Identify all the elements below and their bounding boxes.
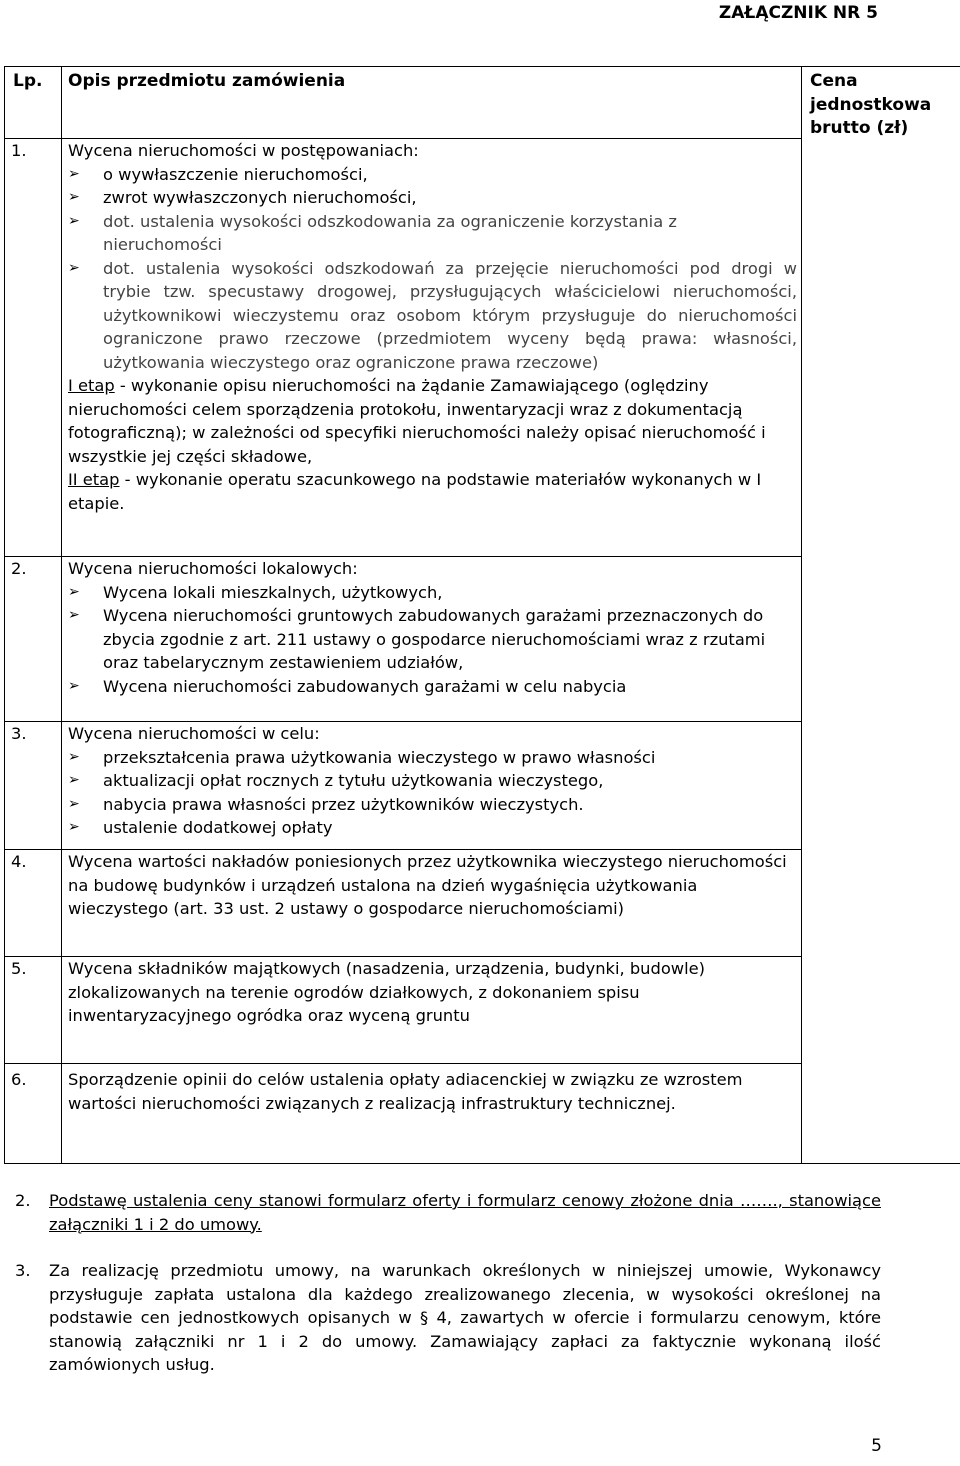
list-item: ➢ przekształcenia prawa użytkowania wieczystego w prawo własności xyxy=(68,746,797,770)
note-price-basis: 2. Podstawę ustalenia ceny stanowi formularz oferty i formularz cenowy złożone dnia ……., stanowiące załączniki 1 i 2 do umowy. xyxy=(15,1191,881,1234)
row-description xyxy=(62,139,802,557)
row-number: 1. xyxy=(5,139,62,557)
list-item: ➢ o wywłaszczenie nieruchomości, xyxy=(68,163,797,187)
order-description-table xyxy=(4,66,960,1164)
arrow-bullet-icon: ➢ xyxy=(68,165,80,182)
list-item: ➢ ustalenie dodatkowej opłaty xyxy=(68,816,797,840)
arrow-bullet-icon: ➢ xyxy=(68,677,80,694)
annex-title: ZAŁĄCZNIK NR 5 xyxy=(718,3,878,23)
arrow-bullet-icon: ➢ xyxy=(68,189,80,205)
list-item: ➢ dot. ustalenia wysokości odszkodowania za ograniczenie korzystania z nieruchomości xyxy=(68,210,797,257)
table-header-row xyxy=(5,67,960,139)
page-number: 5 xyxy=(871,1436,882,1456)
row-description: Sporządzenie opinii do celów ustalenia opłaty adiacenckiej w związku ze wzrostem wartości nieruchomości związanych z realizacją infrastruktury technicznej. xyxy=(62,1064,802,1164)
arrow-bullet-icon: ➢ xyxy=(68,772,80,788)
list-item: ➢ Wycena nieruchomości zabudowanych garażami w celu nabycia xyxy=(68,675,797,699)
header-description: Opis przedmiotu zamówienia xyxy=(62,67,802,139)
row-description: Wycena wartości nakładów poniesionych przez użytkownika wieczystego nieruchomości na budowę budynków i urządzeń ustalona na dzień wygaśnięcia użytkowania wieczystego (art. 33 ust. 2 ustawy o gospodarce nieruchomościami) xyxy=(62,850,802,957)
stage-2: II etap - wykonanie operatu szacunkowego na podstawie materiałów wykonanych w I etapie. xyxy=(68,470,762,513)
arrow-bullet-icon: ➢ xyxy=(68,583,80,600)
arrow-bullet-icon: ➢ xyxy=(68,607,80,623)
row-number: 6. xyxy=(5,1064,62,1164)
row-number: 3. xyxy=(5,722,62,850)
arrow-bullet-icon: ➢ xyxy=(68,748,80,765)
list-item: ➢ Wycena nieruchomości gruntowych zabudowanych garażami przeznaczonych do zbycia zgodnie z art. 211 ustawy o gospodarce nieruchomościami wraz z rzutami oraz tabelarycznym zestawieniem udziałów, xyxy=(68,604,797,675)
arrow-bullet-icon: ➢ xyxy=(68,819,80,835)
arrow-bullet-icon: ➢ xyxy=(68,212,80,229)
note-payment: 3. Za realizację przedmiotu umowy, na warunkach określonych w niniejszej umowie, Wykonawcy przysługuje zapłata ustalona dla każdego zrealizowanego zlecenia, w wysokości określonej na podstawie cen jednostkowych opisanych w § 4, zawartych w ofercie i formularzu cenowym, które stanowią załączniki nr 1 i 2 do umowy. Zamawiający zapłaci za faktycznie wykonaną ilość zamówionych usług. xyxy=(15,1261,881,1374)
row-intro: Wycena nieruchomości lokalowych: xyxy=(68,559,358,578)
list-item: ➢ aktualizacji opłat rocznych z tytułu użytkowania wieczystego, xyxy=(68,769,797,793)
row-description: Wycena składników majątkowych (nasadzenia, urządzenia, budynki, budowle) zlokalizowanych na terenie ogrodów działkowych, z dokonaniem spisu inwentaryzacyjnego ogródka oraz wyceną gruntu xyxy=(62,957,802,1064)
list-item: ➢ Wycena lokali mieszkalnych, użytkowych, xyxy=(68,581,797,605)
row-number: 5. xyxy=(5,957,62,1064)
list-item: ➢ dot. ustalenia wysokości odszkodowań za przejęcie nieruchomości pod drogi w trybie tzw. specustawy drogowej, przysługujących właścicielowi nieruchomości, użytkownikowi wieczystemu oraz osobom którym przysługuje do nieruchomości ograniczone prawo rzeczowe (przedmiotem wyceny będą prawa: własności, użytkowania wieczystego oraz ograniczone prawa rzeczowe) xyxy=(68,257,797,375)
row-number: 2. xyxy=(5,557,62,722)
header-lp: Lp. xyxy=(5,67,62,139)
list-item: ➢ zwrot wywłaszczonych nieruchomości, xyxy=(68,186,797,210)
row-number: 4. xyxy=(5,850,62,957)
row-description xyxy=(62,557,802,722)
arrow-bullet-icon: ➢ xyxy=(68,795,80,812)
row-intro: Wycena nieruchomości w celu: xyxy=(68,724,320,743)
row-description xyxy=(62,722,802,850)
row-intro: Wycena nieruchomości w postępowaniach: xyxy=(68,141,419,160)
stage-1: I etap - wykonanie opisu nieruchomości na żądanie Zamawiającego (oględziny nieruchomości celem sporządzenia protokołu, inwentaryzacji wraz z dokumentacją fotograficzną); w zależności od specyfiki nieruchomości należy opisać nieruchomość i wszystkie jej części składowe, xyxy=(68,376,766,466)
list-item: ➢ nabycia prawa własności przez użytkowników wieczystych. xyxy=(68,793,797,817)
header-unit-price: Cena jednostkowa brutto (zł) xyxy=(802,67,960,1164)
arrow-bullet-icon: ➢ xyxy=(68,259,80,276)
